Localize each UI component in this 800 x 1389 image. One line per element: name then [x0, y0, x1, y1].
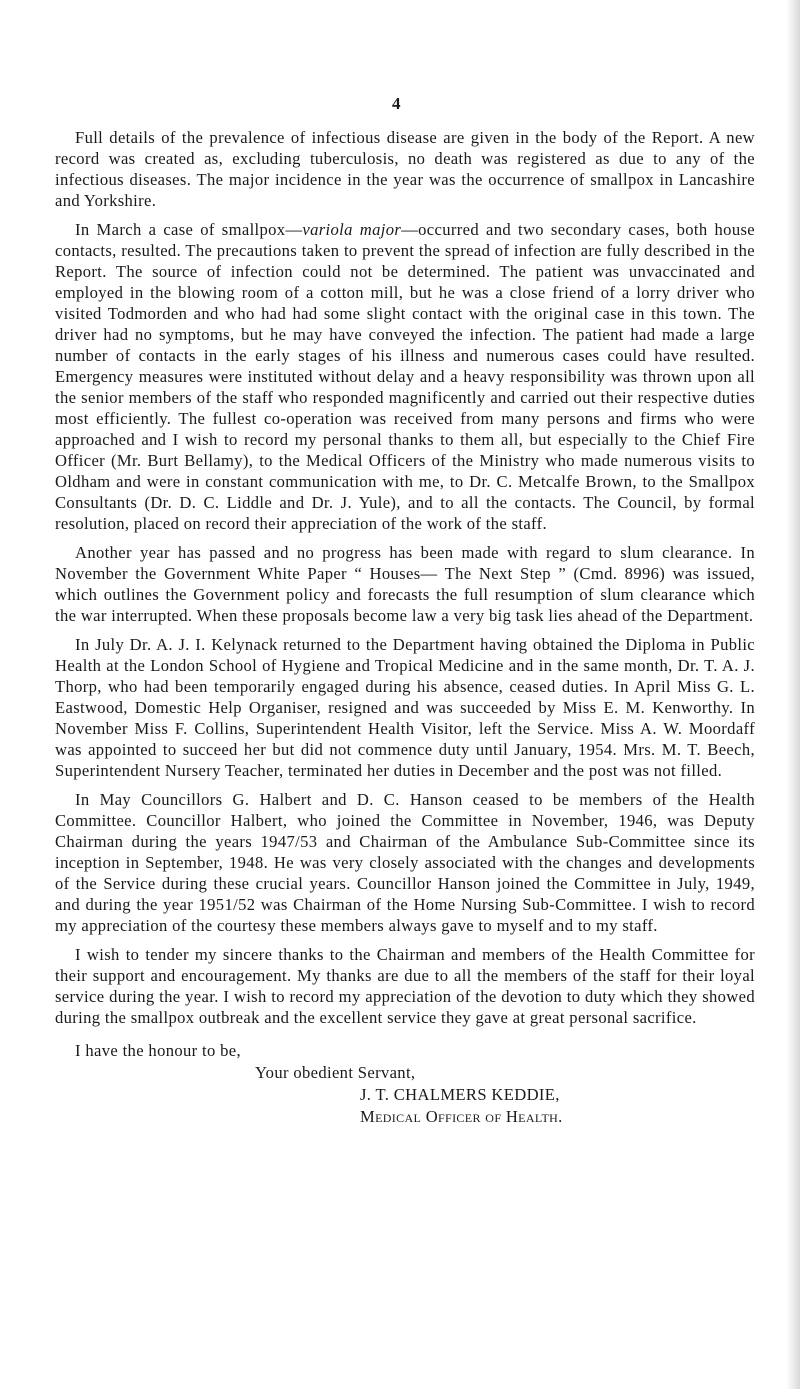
smallpox-text-rest: —occurred and two secondary cases, both house contacts, resulted. The precautions taken to prevent the spread of infection are fully described in the Report. The source of infection could not be determined. The patient was unvaccinated and employed in the blowing room of a cotton mill, but he was a close friend of a lorry driver who visited Todmorden and who had had some slight contact with the original case in this town. The driver had no symptoms, but he may have conveyed the infection. The patient had made a large number of contacts in the early stages of his illness and numerous cases could have resulted. Emergency measures were instituted without delay and a heavy responsibility was thrown upon all the senior members of the staff who responded magnificently and carried out their respective duties most efficiently. The fullest co-operation was received from many persons and firms who were approached and I wish to record my personal thanks to them all, but especially to the Chief Fire Officer (Mr. Burt Bellamy), to the Medical Officers of the Ministry who made numerous visits to Oldham and were in constant communication with me, to Dr. C. Metcalfe Brown, to the Smallpox Consultants (Dr. D. C. Liddle and Dr. J. Yule), and to all the contacts. The Council, by formal resolution, placed on record their appreciation of the work of the staff. — [55, 220, 755, 533]
closing-honour: I have the honour to be, — [75, 1041, 241, 1060]
page-number: 4 — [392, 94, 401, 113]
smallpox-text-start: In March a case of smallpox— — [75, 220, 303, 239]
paragraph-smallpox — [55, 219, 755, 534]
paragraph-infectious-disease: Full details of the prevalence of infectious disease are given in the body of the Report. A new record was created as, excluding tuberculosis, no death was registered as due to any of the infectious diseases. The major incidence in the year was the occurrence of smallpox in Lancashire and Yorkshire. — [55, 128, 755, 210]
paragraph-slum-clearance: Another year has passed and no progress has been made with regard to slum clearance. In November the Government White Paper “ Houses— The Next Step ” (Cmd. 8996) was issued, which outlines the Government policy and forecasts the full resumption of slum clearance which the war interrupted. When these proposals become law a very big task lies ahead of the Department. — [55, 543, 755, 625]
letter-closing — [55, 1040, 755, 1128]
report-body — [55, 127, 755, 1128]
variola-major-term: variola major — [302, 220, 402, 239]
signatory-name: J. T. CHALMERS KEDDIE, — [360, 1085, 560, 1104]
paragraph-thanks: I wish to tender my sincere thanks to the Chairman and members of the Health Committee for their support and encouragement. My thanks are due to all the members of the staff for their loyal service during the year. I wish to record my appreciation of the devotion to duty which they showed during the smallpox outbreak and the excellent service they gave at great personal sacrifice. — [55, 945, 755, 1027]
closing-servant: Your obedient Servant, — [255, 1063, 416, 1082]
signatory-title: Medical Officer of Health. — [360, 1107, 563, 1126]
paragraph-councillors: In May Councillors G. Halbert and D. C. Hanson ceased to be members of the Health Committee. Councillor Halbert, who joined the Committee in November, 1946, was Deputy Chairman during the years 1947/53 and Chairman of the Ambulance Sub-Committee since its inception in September, 1948. He was very closely associated with the changes and developments of the Service during these crucial years. Councillor Hanson joined the Committee in July, 1949, and during the year 1951/52 was Chairman of the Home Nursing Sub-Committee. I wish to record my appreciation of the courtesy these members always gave to myself and to my staff. — [55, 790, 755, 935]
page-edge-shadow — [786, 0, 800, 1389]
paragraph-staff-changes: In July Dr. A. J. I. Kelynack returned to the Department having obtained the Diploma in Public Health at the London School of Hygiene and Tropical Medicine and in the same month, Dr. T. A. J. Thorp, who had been temporarily engaged during his absence, ceased duties. In April Miss G. L. Eastwood, Domestic Help Organiser, resigned and was succeeded by Miss E. M. Kenworthy. In November Miss F. Collins, Superintendent Health Visitor, left the Service. Miss A. W. Moordaff was appointed to succeed her but did not commence duty until January, 1954. Mrs. M. T. Beech, Superintendent Nursery Teacher, terminated her duties in December and the post was not filled. — [55, 635, 755, 780]
